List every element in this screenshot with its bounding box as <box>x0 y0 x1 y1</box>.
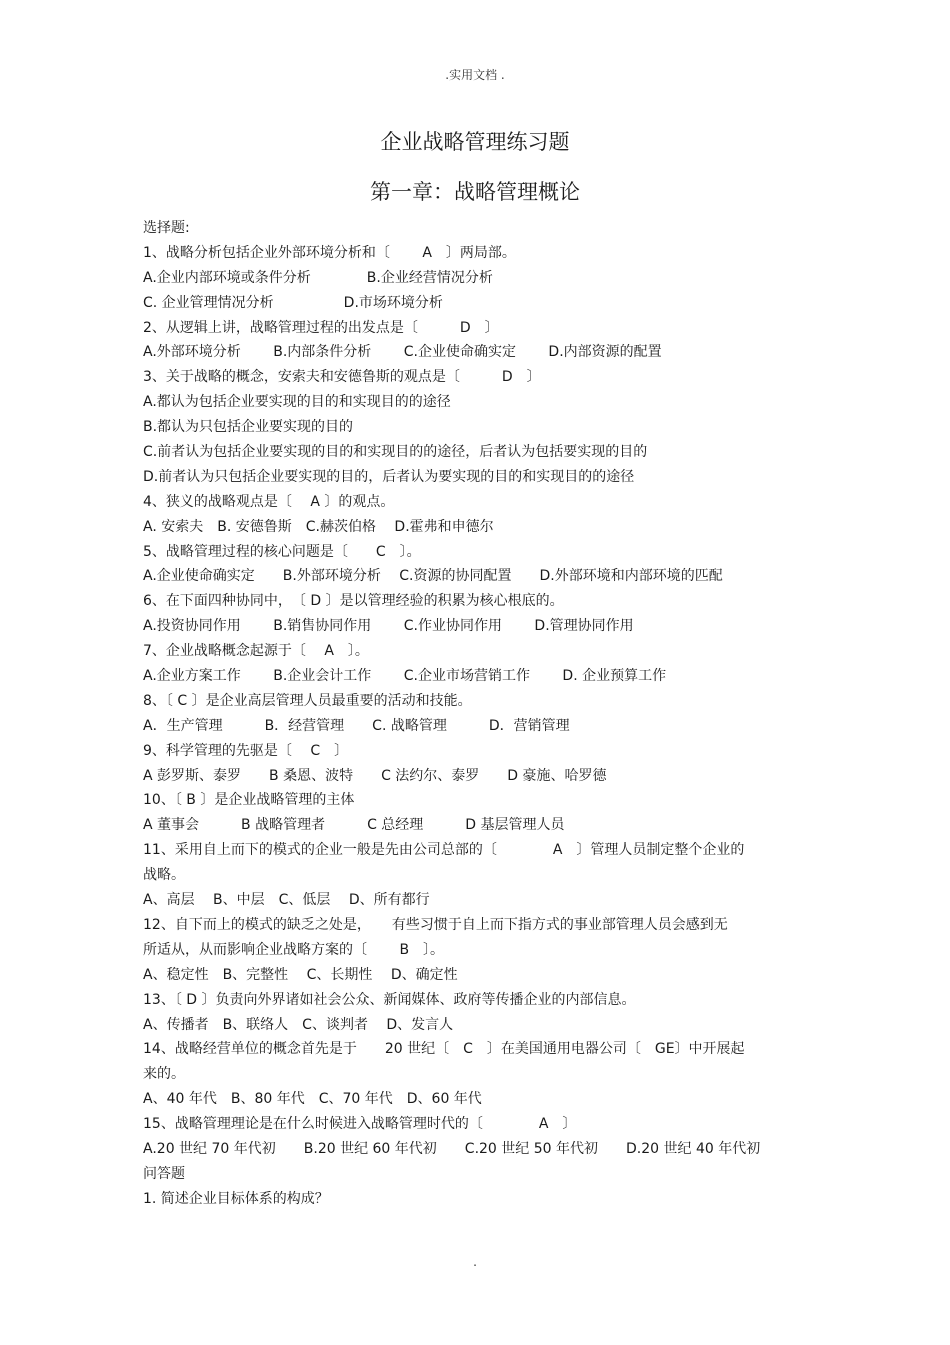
option-line: A、40 年代 B、80 年代 C、70 年代 D、60 年代 <box>143 1091 482 1108</box>
option-line: A. 安索夫 B. 安德鲁斯 C.赫茨伯格 D.霍弗和申德尔 <box>143 518 494 535</box>
option-line: A.20 世纪 70 年代初 B.20 世纪 60 年代初 C.20 世纪 50 年代初 D.20 世纪 40 年代初 <box>143 1140 761 1157</box>
section-heading: 问答题 <box>143 1165 185 1182</box>
page-header: .实用文档 . <box>445 68 505 82</box>
option-line: A.投资协同作用 B.销售协同作用 C.作业协同作用 D.管理协同作用 <box>143 618 634 635</box>
question-line: 8、〔 C 〕是企业高层管理人员最重要的活动和技能。 <box>143 692 472 709</box>
question-line: 13、〔 D 〕负责向外界诸如社会公众、新闻媒体、政府等传播企业的内部信息。 <box>143 991 636 1008</box>
question-line-cont: 所适从，从而影响企业战略方案的〔 B 〕。 <box>143 941 445 958</box>
option-line: A．生产管理 B．经营管理 C. 战略管理 D．营销管理 <box>143 717 570 734</box>
option-line: A、高层 B、中层 C、低层 D、所有都行 <box>143 892 430 909</box>
option-line: B.都认为只包括企业要实现的目的 <box>143 419 354 436</box>
question-line: 1. 简述企业目标体系的构成？ <box>143 1190 329 1207</box>
question-line: 9、科学管理的先驱是〔 C 〕 <box>143 742 349 759</box>
option-line: A.企业方案工作 B.企业会计工作 C.企业市场营销工作 D. 企业预算工作 <box>143 668 667 685</box>
question-line: 11、采用自上而下的模式的企业一般是先由公司总部的〔 A 〕管理人员制定整个企业的 <box>143 842 745 859</box>
question-line-cont: 战略。 <box>143 867 185 884</box>
option-line: A.企业使命确实定 B.外部环境分析 C.资源的协同配置 D.外部环境和内部环境的匹配 <box>143 568 723 585</box>
question-line: 1、战略分析包括企业外部环境分析和〔 A 〕两局部。 <box>143 244 516 261</box>
option-line: D.前者认为只包括企业要实现的目的，后者认为要实现的目的和实现目的的途径 <box>143 468 635 485</box>
option-line: A、传播者 B、联络人 C、谈判者 D、发言人 <box>143 1016 454 1033</box>
question-line: 15、战略管理理论是在什么时候进入战略管理时代的〔 A 〕 <box>143 1116 577 1133</box>
option-line: C.前者认为包括企业要实现的目的和实现目的的途径，后者认为包括要实现的目的 <box>143 444 648 461</box>
chapter-title: 第一章：战略管理概论 <box>370 180 580 204</box>
question-body <box>143 216 813 1212</box>
question-line: 3、关于战略的概念，安索夫和安德鲁斯的观点是〔 D 〕 <box>143 369 541 386</box>
section-heading: 选择题: <box>143 220 190 236</box>
question-line: 12、自下而上的模式的缺乏之处是， 有些习惯于自上而下指方式的事业部管理人员会感到无 <box>143 916 728 933</box>
option-line: A、稳定性 B、完整性 C、长期性 D、确定性 <box>143 966 458 983</box>
option-line: A.企业内部环境或条件分析 B.企业经营情况分析 <box>143 269 493 286</box>
option-line: A 董事会 B 战略管理者 C 总经理 D 基层管理人员 <box>143 817 565 834</box>
question-line-cont: 来的。 <box>143 1066 185 1083</box>
question-line: 2、从逻辑上讲，战略管理过程的出发点是〔 D 〕 <box>143 319 499 336</box>
question-line: 5、战略管理过程的核心问题是〔 C 〕。 <box>143 543 421 560</box>
page-footer: . <box>473 1255 477 1269</box>
question-line: 14、战略经营单位的概念首先是于 20 世纪〔 C 〕在美国通用电器公司〔 GE〕中开展起 <box>143 1041 745 1058</box>
option-line: C. 企业管理情况分析 D.市场环境分析 <box>143 294 443 311</box>
document-title: 企业战略管理练习题 <box>380 130 570 154</box>
question-line: 10、〔 B 〕是企业战略管理的主体 <box>143 792 355 809</box>
option-line: A.外部环境分析 B.内部条件分析 C.企业使命确实定 D.内部资源的配置 <box>143 344 662 361</box>
option-line: A.都认为包括企业要实现的目的和实现目的的途径 <box>143 394 451 411</box>
question-line: 7、企业战略概念起源于〔 A 〕。 <box>143 643 369 660</box>
question-line: 6、在下面四种协同中， 〔 D 〕是以管理经验的积累为核心根底的。 <box>143 593 564 610</box>
option-line: A 彭罗斯、泰罗 B 桑恩、波特 C 法约尔、泰罗 D 豪施、哈罗德 <box>143 767 607 784</box>
question-line: 4、狭义的战略观点是〔 A 〕的观点。 <box>143 493 395 510</box>
